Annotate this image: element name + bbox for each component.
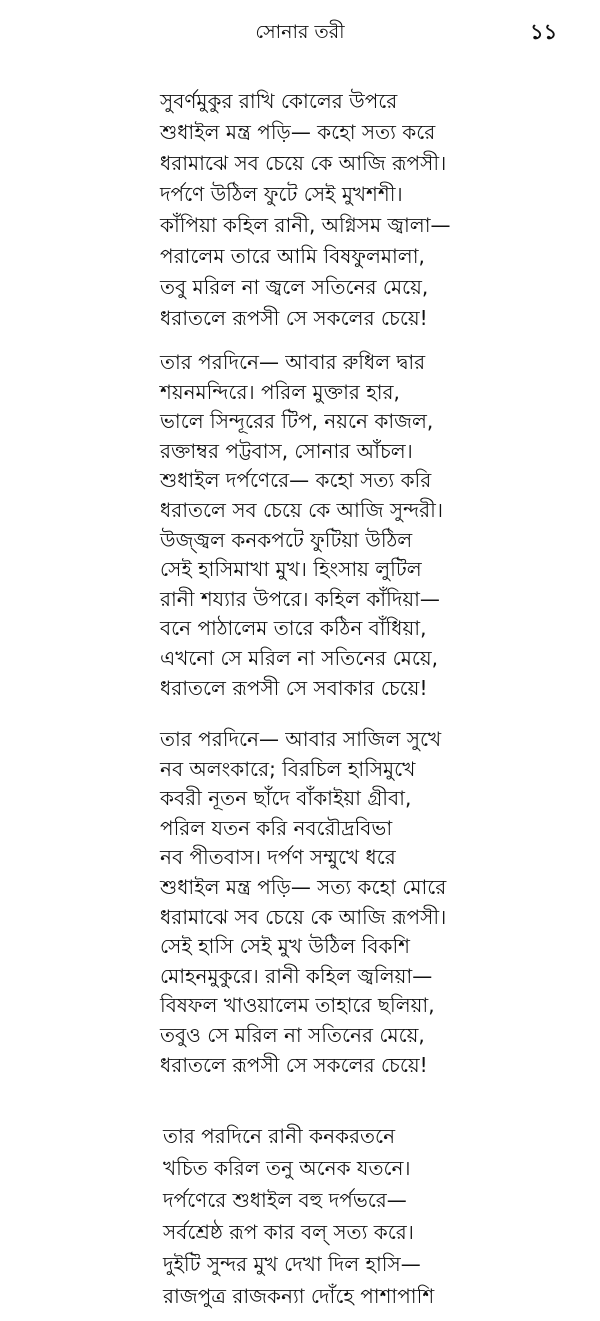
poem-line: খচিত করিল তনু অনেক যতনে।	[163, 1156, 411, 1180]
poem-line: দর্পণে উঠিল ফুটে সেই মুখশশী।	[160, 182, 403, 206]
poem-line: কবরী নূতন ছাঁদে বাঁকাইয়া গ্রীবা,	[160, 786, 412, 811]
page-number: ১১	[530, 20, 558, 44]
poem-line: শুধাইল দর্পণেরে— কহো সত্য করি	[160, 468, 432, 493]
poem-line: সেই হাসিমাখা মুখ। হিংসায় লুটিল	[160, 557, 422, 582]
poem-line: পরিল যতন করি নবরৌদ্রবিভা	[160, 815, 393, 840]
poem-line: ধরাতলে রূপসী সে সকলের চেয়ে!	[160, 1052, 428, 1077]
poem-line: ভালে সিন্দূরের টিপ, নয়নে কাজল,	[160, 409, 434, 434]
poem-line: বনে পাঠালেম তারে কঠিন বাঁধিয়া,	[160, 616, 427, 641]
poem-line: ধরাতলে রূপসী সে সকলের চেয়ে!	[160, 306, 428, 330]
poem-line: সর্বশ্রেষ্ঠ রূপ কার বল্ সত্য করে।	[163, 1220, 414, 1244]
poem-line: দর্পণেরে শুধাইল বহু দর্পভরে—	[163, 1188, 407, 1212]
poem-line: নব পীতবাস। দর্পণ সম্মুখে ধরে	[160, 845, 396, 870]
poem-line: বিষফল খাওয়ালেম তাহারে ছলিয়া,	[160, 993, 435, 1018]
poem-line: নব অলংকারে; বিরচিল হাসিমুখে	[160, 756, 416, 781]
poem-line: তার পরদিনে— আবার সাজিল সুখে	[160, 727, 442, 751]
stanza-4	[163, 1120, 434, 1312]
running-title: সোনার তরী	[255, 21, 345, 43]
poem-line: কাঁপিয়া কহিল রানী, অগ্নিসম জ্বালা—	[160, 213, 451, 237]
poem-line: সেই হাসি সেই মুখ উঠিল বিকশি	[160, 934, 411, 959]
poem-line: তবু মরিল না জ্বলে সতিনের মেয়ে,	[160, 275, 429, 299]
poem-line: সুবর্ণমুকুর রাখি কোলের উপরে	[160, 89, 398, 113]
poem-line: ধরামাঝে সব চেয়ে কে আজি রূপসী।	[160, 904, 447, 929]
poem-line: ধরাতলে সব চেয়ে কে আজি সুন্দরী।	[160, 497, 443, 522]
poem-line: দুইটি সুন্দর মুখ দেখা দিল হাসি—	[163, 1252, 421, 1276]
poem-line: রাজপুত্র রাজকন্যা দোঁহে পাশাপাশি	[163, 1284, 435, 1308]
poem-line: এখনো সে মরিল না সতিনের মেয়ে,	[160, 645, 439, 670]
poem-line: তবুও সে মরিল না সতিনের মেয়ে,	[160, 1022, 425, 1047]
poem-line: তার পরদিনে— আবার রুধিল দ্বার	[160, 350, 426, 374]
stanza-2	[160, 348, 443, 703]
poem-line: শয়নমন্দিরে। পরিল মুক্তার হার,	[160, 379, 400, 404]
poem-line: শুধাইল মন্ত্র পড়ি— কহো সত্য করে	[160, 120, 436, 144]
poem-line: তার পরদিনে রানী কনকরতনে	[163, 1124, 396, 1148]
poem-line: রানী শয্যার উপরে। কহিল কাঁদিয়া—	[160, 586, 440, 611]
poem-line: উজ্জ্বল কনকপটে ফুটিয়া উঠিল	[160, 527, 413, 552]
poem-line: পরালেম তারে আমি বিষফুলমালা,	[160, 244, 425, 268]
poem-line: মোহনমুকুরে। রানী কহিল জ্বলিয়া—	[160, 963, 433, 988]
stanza-1	[160, 86, 451, 334]
poem-line: ধরাতলে রূপসী সে সবাকার চেয়ে!	[160, 675, 428, 700]
stanza-3	[160, 725, 446, 1080]
poem-line: ধরামাঝে সব চেয়ে কে আজি রূপসী।	[160, 151, 447, 175]
poem-line: শুধাইল মন্ত্র পড়ি— সত্য কহো মোরে	[160, 874, 447, 899]
poem-line: রক্তাম্বর পট্টবাস, সোনার আঁচল।	[160, 438, 413, 463]
